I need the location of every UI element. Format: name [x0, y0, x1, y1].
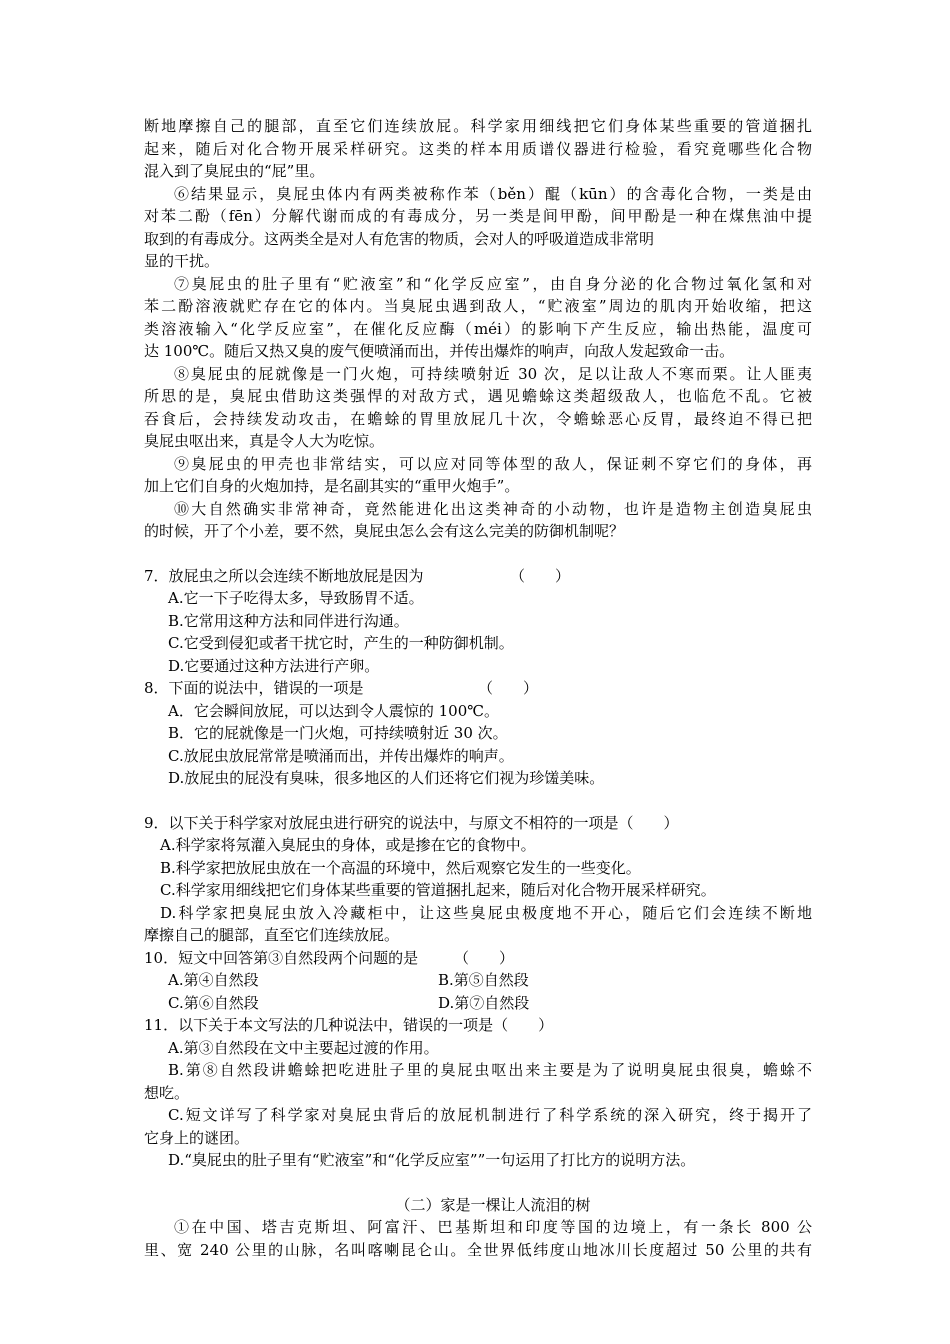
option-b[interactable]: B.第⑤自然段 [438, 971, 529, 989]
option-c[interactable]: C.它受到侵犯或者干扰它时，产生的一种防御机制。 [168, 634, 514, 652]
question-stem [144, 565, 812, 588]
option-d[interactable]: D.放屁虫的屁没有臭味，很多地区的人们还将它们视为珍馐美味。 [168, 769, 605, 787]
question-10 [144, 947, 812, 1015]
options-row [144, 969, 812, 992]
option-a[interactable]: A.科学家将氖灌入臭屁虫的身体，或是掺在它的食物中。 [160, 836, 536, 854]
question-stem [144, 677, 812, 700]
question-9 [144, 812, 812, 947]
text-line: 取到的有毒成分。这两类全是对人有危害的物质，会对人的呼吸道造成非常明 [144, 229, 655, 248]
option-d-continued: 摩擦自己的腿部，直至它们连续放屁。 [144, 926, 400, 944]
paragraph-10-line: ⑩大自然确实非常神奇，竟然能进化出这类神奇的小动物，也许是造物主创造臭屁虫 [174, 499, 812, 518]
passage-2 [144, 1194, 812, 1262]
option-a[interactable]: A.第③自然段在文中主要起过渡的作用。 [168, 1038, 439, 1057]
text-line: 苯二酚溶液就贮存在它的体内。当臭屁虫遇到敌人，“贮液室”周边的肌肉开始收缩，把这 [144, 297, 812, 315]
question-11 [144, 1014, 812, 1172]
passage-title: （二）家是一棵让人流泪的树 [395, 1195, 591, 1214]
paragraph-8-line: ⑧臭屁虫的屁就像是一门火炮，可持续喷射近 30 次，足以让敌人不寒而栗。让人匪夷 [174, 364, 812, 383]
text-line: 里、宽 240 公里的山脉，名叫喀喇昆仑山。全世界低纬度山地冰川长度超过 50 公里的共有 [144, 1240, 812, 1259]
answer-blank[interactable]: （ ） [478, 679, 539, 697]
option-a[interactable]: A.第④自然段 [168, 971, 259, 989]
paragraph-1-line: ①在中国、塔吉克斯坦、阿富汗、巴基斯坦和印度等国的边境上，有一条长 800 公 [174, 1218, 812, 1236]
question-text: 10．短文中回答第③自然段两个问题的是 [144, 948, 419, 967]
text-line: 吞食后，会持续发动攻击，在蟾蜍的胃里放屁几十次，令蟾蜍恶心反胃，最终迫不得已把 [144, 409, 812, 428]
document-content [144, 115, 812, 1261]
option-c-continued: 它身上的谜团。 [144, 1128, 250, 1147]
question-text: 8．下面的说法中，错误的一项是 [144, 679, 364, 697]
question-7 [144, 565, 812, 678]
option-d[interactable]: D.第⑦自然段 [438, 993, 530, 1012]
option-d[interactable]: D.“臭屁虫的肚子里有“贮液室”和“化学反应室””一句运用了打比方的说明方法。 [168, 1151, 696, 1169]
spacer [144, 543, 812, 565]
question-stem: 11．以下关于本文写法的几种说法中，错误的一项是（ ） [144, 1016, 554, 1034]
option-c[interactable]: C.放屁虫放屁常常是喷涌而出，并传出爆炸的响声。 [168, 746, 514, 765]
paragraph-6-line: ⑥结果显示，臭屁虫体内有两类被称作苯（běn）醌（kūn）的含毒化合物，一类是由 [174, 184, 812, 203]
text-line: 加上它们自身的火炮加持，是名副其实的“重甲火炮手”。 [144, 477, 520, 495]
option-b[interactable]: B.它常用这种方法和同伴进行沟通。 [168, 611, 409, 630]
text-line: 所思的是，臭屁虫借助这类强悍的对敌方式，遇见蟾蜍这类超级敌人，也临危不乱。它被 [144, 387, 812, 405]
text-line: 起来，随后对化合物开展采样研究。这类的样本用质谱仪器进行检验，看究竟哪些化合物 [144, 139, 812, 158]
option-a[interactable]: A．它会瞬间放屁，可以达到令人震惊的 100℃。 [168, 701, 500, 720]
spacer [144, 1172, 812, 1194]
text-line: 达 100℃。随后又热又臭的废气便喷涌而出，并传出爆炸的响声，向敌人发起致命一击。 [144, 342, 735, 360]
text-line: 类溶液输入“化学反应室”，在催化反应酶（méi）的影响下产生反应，输出热能，温度可 [144, 319, 812, 338]
question-text: 7．放屁虫之所以会连续不断地放屁是因为 [144, 566, 424, 585]
spacer [144, 790, 812, 812]
text-line: 对苯二酚（fēn）分解代谢而成的有毒成分，另一类是间甲酚，间甲酚是一种在煤焦油中提 [144, 207, 812, 225]
answer-blank[interactable]: （ ） [510, 566, 571, 585]
answer-blank[interactable]: （ ） [454, 948, 515, 967]
option-b[interactable]: B.科学家把放屁虫放在一个高温的环境中，然后观察它发生的一些变化。 [160, 858, 641, 877]
text-line: 混入到了臭屁虫的“屁”里。 [144, 162, 325, 180]
option-a[interactable]: A.它一下子吃得太多，导致肠胃不适。 [168, 589, 424, 607]
option-c[interactable]: C.科学家用细线把它们身体某些重要的管道捆扎起来，随后对化合物开展采样研究。 [160, 881, 716, 899]
option-b[interactable]: B．它的屁就像是一门火炮，可持续喷射近 30 次。 [168, 724, 508, 742]
text-line: 的时候，开了个小差，要不然，臭屁虫怎么会有这么完美的防御机制呢？ [144, 522, 625, 540]
paragraph-9-line: ⑨臭屁虫的甲壳也非常结实，可以应对同等体型的敌人，保证刺不穿它们的身体，再 [174, 454, 812, 473]
option-b-continued: 想吃。 [144, 1083, 190, 1102]
question-stem [144, 947, 812, 970]
option-d[interactable]: D.它要通过这种方法进行产卵。 [168, 656, 380, 675]
option-c[interactable]: C.第⑥自然段 [168, 993, 259, 1012]
paragraph-7-line: ⑦臭屁虫的肚子里有“贮液室”和“化学反应室”，由自身分泌的化合物过氧化氢和对 [174, 274, 812, 293]
option-c[interactable]: C.短文详写了科学家对臭屁虫背后的放屁机制进行了科学系统的深入研究，终于揭开了 [168, 1106, 812, 1124]
passage-1 [144, 115, 812, 543]
text-line: 臭屁虫呕出来，真是令人大为吃惊。 [144, 432, 385, 450]
options-row [144, 992, 812, 1015]
text-line: 断地摩擦自己的腿部，直至它们连续放屁。科学家用细线把它们身体某些重要的管道捆扎 [144, 117, 812, 135]
option-b[interactable]: B.第⑧自然段讲蟾蜍把吃进肚子里的臭屁虫呕出来主要是为了说明臭屁虫很臭，蟾蜍不 [168, 1061, 812, 1079]
question-8 [144, 677, 812, 790]
option-d[interactable]: D.科学家把臭屁虫放入冷藏柜中，让这些臭屁虫极度地不开心，随后它们会连续不断地 [160, 903, 812, 922]
question-stem: 9．以下关于科学家对放屁虫进行研究的说法中，与原文不相符的一项是（ ） [144, 813, 679, 832]
text-line: 显的干扰。 [144, 252, 220, 270]
